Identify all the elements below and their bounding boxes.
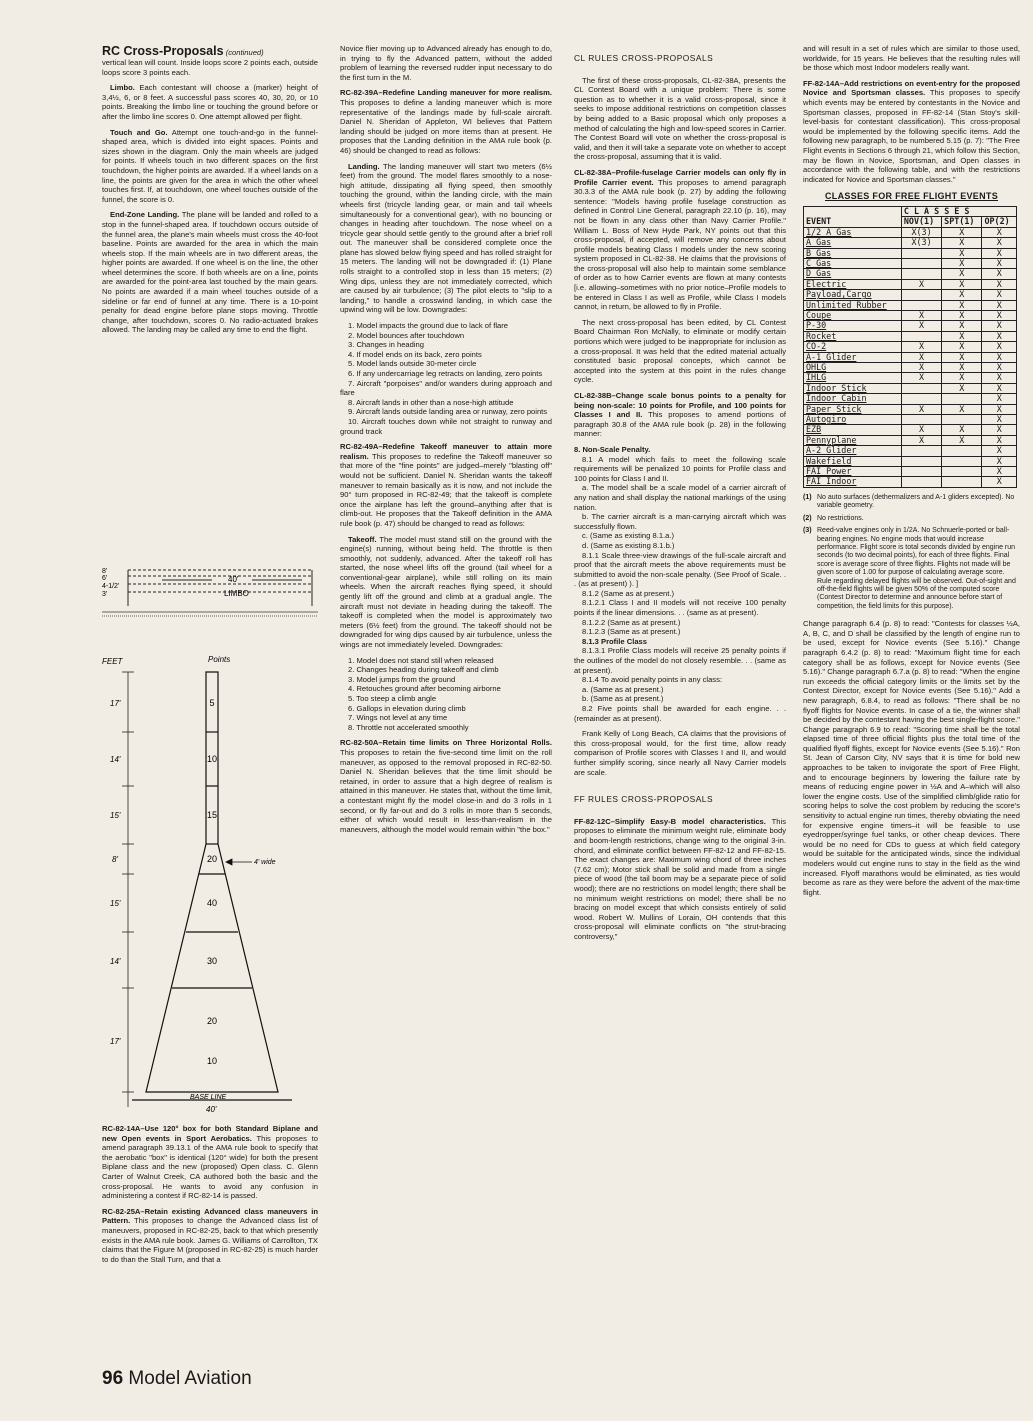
col2-continued: Novice flier moving up to Advanced already has enough to do, in trying to fly the Advanced pattern, without the added problem of learning the reversed rudder input necessary to do the first turn in the M. (340, 44, 552, 82)
list-item: 2. Changes heading during takeoff and climb (348, 665, 499, 675)
dim-17-bot: 17' (110, 1037, 121, 1046)
op-cell: X (982, 342, 1017, 352)
op-cell: X (982, 279, 1017, 289)
table-row (804, 238, 1017, 248)
event-cell: Coupe (804, 310, 902, 320)
touch-go-heading: Touch and Go. (110, 127, 168, 137)
nov-cell (901, 467, 941, 477)
event-cell: OHLG (804, 363, 902, 373)
list-item: b. (Same as at present.) (582, 694, 664, 704)
dim-15-top: 15' (110, 811, 121, 820)
note-number: (1) (803, 493, 812, 501)
op-cell: X (982, 456, 1017, 466)
op-cell: X (982, 415, 1017, 425)
table-row (804, 373, 1017, 383)
note-3 (803, 527, 1020, 611)
event-cell: A-1 Glider (804, 352, 902, 362)
nov-cell (901, 383, 941, 393)
limbo-diagram (102, 562, 318, 642)
rc49a-text: This proposes to redefine the Takeoff maneuver so that more of the "fine points" are judged–merely "blasting off" would not be sufficient. Daniel N. Sheridan wants the takeoff maneuver to remain basically as it is now, and not include the 90° turn proposed in RC-82-49; that the takeoff is complete once the airplane has left the ground–anything after that is climb-out. He proposes that the Takeoff definition in the AMA rule book (p. 47) should be changed to read as follows: (340, 451, 552, 528)
nonscale-list (574, 455, 786, 724)
table-row (804, 394, 1017, 404)
nov-cell (901, 300, 941, 310)
op-cell: X (982, 446, 1017, 456)
nov-cell (901, 446, 941, 456)
nov-cell (901, 477, 941, 487)
list-item: 6. If any undercarriage leg retracts on landing, zero points (348, 369, 543, 378)
spt-cell (942, 415, 982, 425)
wide-label: 4' wide (254, 859, 276, 866)
list-item: 10. Aircraft touches down while not straight to runway and ground track (340, 416, 552, 436)
nov-cell (901, 258, 941, 268)
landing-downgrades-list (340, 321, 552, 436)
note-number: (3) (803, 527, 812, 535)
ff-section-heading: FF RULES CROSS-PROPOSALS (574, 794, 714, 805)
column-2 (340, 44, 552, 840)
landing-heading: Landing. (348, 161, 380, 171)
spt-cell: X (942, 269, 982, 279)
op-cell: X (982, 425, 1017, 435)
classes-table (803, 206, 1017, 488)
limbo-text: Each contestant will choose a (marker) height of 3,4½, 6, or 8 feet. A successful pass scores 40, 30, 20, or 10 points. Breaking the limbo line or touching the ground before or after the limbo line scores 0. One attempt allowed per flight. (102, 83, 318, 121)
event-cell: P-30 (804, 321, 902, 331)
points-20-bot: 20 (206, 1016, 218, 1026)
spt-cell: X (942, 425, 982, 435)
list-item: 8.1.3 Profile Class (582, 636, 648, 646)
spt-cell (942, 467, 982, 477)
dim-15-bot: 15' (110, 899, 121, 908)
column-3 (574, 44, 786, 947)
table-row (804, 383, 1017, 393)
rc25a-paragraph (102, 1207, 318, 1265)
list-item: 4. Retouches ground after becoming airborne (348, 684, 501, 694)
nov-cell: X (901, 321, 941, 331)
points-40: 40 (206, 898, 218, 908)
event-cell: A Gas (804, 238, 902, 248)
op-cell: X (982, 352, 1017, 362)
dim-14-bot: 14' (110, 957, 121, 966)
dim-14-top: 14' (110, 755, 121, 764)
spt-cell (942, 477, 982, 487)
event-cell: CO-2 (804, 342, 902, 352)
takeoff-downgrades-list (340, 656, 552, 733)
event-cell: EZB (804, 425, 902, 435)
spt-cell: X (942, 363, 982, 373)
rc50a-heading: RC-82-50A–Retain time limits on Three Horizontal Rolls. (340, 738, 552, 748)
op-cell: X (982, 269, 1017, 279)
op-cell: X (982, 238, 1017, 248)
cl38a-text: This proposes to amend paragraph 30.3.3 of the AMA rule book (p. 27) by adding the following sentence: "Models having profile fuselage construction as defined in Control Line General, paragraph 22.10 (p. 16), may not be flown in any class other than Navy Carrier Profile." William L. Boss of New Hyde Park, NY points out that this cross-proposal, if accepted, will remove any concerns about profile models beating Class I models under the new scoring system proposed in CL-82-38. He claims that the provisions of the cross-proposal will also help to maintain some semblance of order as to how Carrier events are flown at many contests [i.e. allowing–sometimes with no prior notice–Profile models to be entered in Class I as well as Profile, while Class I models cannot, in return, be allowed to fly in Profile. (574, 177, 786, 312)
points-10-bot: 10 (206, 1056, 218, 1066)
event-cell: Paper Stick (804, 404, 902, 414)
limbo-label: LIMBO (224, 589, 249, 598)
ff14a-text: This proposes to specify which events may be entered by contestants in the Novice and Sportsman classes, proposed in FF-82-14 (Stan Stoy's skill-level-basis for contestant classification). This cross-proposal would be implemented by the following specific items. Add the following new paragraph, to be numbered 5.15 (p. 7): "The Free Flight events in Sections 6 through 21, which follow this Section, may be flown in Novice, Sportsman, and Open classes in accordance with the following table, and with the restrictions indicated for Novice and Sportsman classes." (803, 88, 1020, 184)
rc39a-text: This proposes to define a landing maneuver which is more representative of the landings made by full-scale aircraft. Daniel N. Sheridan of Appleton, WI believes that Pattern landing should be judged on more items than at present. He proposes that the Landing definition in the AMA rule book (p. 46) should be changed to read as follows: (340, 97, 552, 155)
cl-section-heading: CL RULES CROSS-PROPOSALS (574, 53, 714, 63)
dim-8: 8' (112, 855, 118, 864)
ff14a-heading: FF-82-14A–Add restrictions on event-entry for the proposed Novice and Sportsman classes. (803, 78, 1020, 98)
nov-cell (901, 456, 941, 466)
ff14a-paragraph (803, 79, 1020, 185)
op-cell: X (982, 373, 1017, 383)
note-number: (2) (803, 514, 812, 522)
rc14a-heading: RC-82-14A–Use 120° box for both Standard Biplane and new Open events in Sport Aerobatics. (102, 1124, 318, 1143)
note-text: No auto surfaces (dethermalizers and A-1 gliders excepted). No variable geometry. (817, 493, 1015, 510)
points-10-top: 10 (206, 754, 218, 764)
event-cell: FAI Indoor (804, 477, 902, 487)
event-cell: B Gas (804, 248, 902, 258)
event-cell: FAI Power (804, 467, 902, 477)
rc39a-paragraph (340, 88, 552, 155)
op-cell: X (982, 331, 1017, 341)
table-header-row (804, 206, 1017, 216)
list-item: 9. Aircraft lands outside landing area or runway, zero points (348, 407, 548, 417)
list-item: 4. If model ends on its back, zero points (348, 349, 482, 359)
op-cell: X (982, 258, 1017, 268)
nov-cell: X(3) (901, 227, 941, 237)
nov-cell: X(3) (901, 238, 941, 248)
points-20-top: 20 (206, 854, 218, 864)
list-item: d. (Same as existing 8.1.b.) (582, 540, 675, 550)
note-text: Reed-valve engines only in 1/2A. No Schnuerle-ported or ball-bearing engines. No engine mods that would increase performance. Flight score is total seconds divided by engine run seconds (to two decimal points), for each of three flights. Final score is average score of three flights. Flights not made will be given score of 1.00 for purpose of calculating average score. Rule regarding delayed flights will be observed. Out-of-sight and off-the-field flights will be given 50% of the computed score (Contest Director to determine and announce before start of competition, the field limits for this purpose). (817, 527, 1016, 610)
spt-cell: X (942, 279, 982, 289)
nov-cell: X (901, 373, 941, 383)
event-cell: Electric (804, 279, 902, 289)
nov-cell: X (901, 425, 941, 435)
limbo-width-label: 40' (228, 575, 239, 584)
table-notes (803, 494, 1020, 611)
table-row (804, 477, 1017, 487)
table-row (804, 352, 1017, 362)
table-row (804, 404, 1017, 414)
table-row (804, 456, 1017, 466)
page-footer (102, 1368, 252, 1390)
event-cell: Indoor Cabin (804, 394, 902, 404)
cl38a-paragraph (574, 168, 786, 312)
table-row (804, 279, 1017, 289)
spt-cell: X (942, 435, 982, 445)
spt-cell: X (942, 373, 982, 383)
op-cell: X (982, 467, 1017, 477)
article-title: RC Cross-Proposals (102, 44, 224, 58)
table-row (804, 446, 1017, 456)
list-item: a. (Same as at present.) (582, 684, 664, 694)
touch-go-paragraph (102, 128, 318, 205)
spt-cell: X (942, 310, 982, 320)
list-item: 6. Gallops in elevation during climb (348, 703, 466, 713)
rc49a-heading: RC-82-49A–Redefine Takeoff maneuver to attain more realism. (340, 442, 552, 461)
base-width-label: 40' (206, 1105, 217, 1114)
nov-cell (901, 415, 941, 425)
note-text: No restrictions. (817, 514, 864, 522)
op-column-header: OP(2) (982, 217, 1017, 227)
table-row (804, 310, 1017, 320)
spt-cell: X (942, 383, 982, 393)
title-continued: (continued) (225, 48, 264, 57)
list-item: 7. Aircraft "porpoises" and/or wanders during approach and flare (340, 378, 552, 398)
note-1 (803, 494, 1020, 511)
landing-paragraph (340, 162, 552, 316)
limbo-height-8: 8' (102, 568, 108, 575)
op-cell: X (982, 290, 1017, 300)
list-item: 8.2 Five points shall be awarded for each engine. . . (remainder as at present). (574, 704, 786, 723)
spt-cell: X (942, 290, 982, 300)
list-item: 8. Throttle not accelerated smoothly (348, 722, 469, 732)
op-cell: X (982, 394, 1017, 404)
classes-group-header: C L A S S E S (901, 206, 1016, 216)
list-item: 8.1.2.2 (Same as at present.) (582, 617, 681, 627)
table-row (804, 300, 1017, 310)
page-number: 96 (102, 1368, 124, 1389)
table-row (804, 467, 1017, 477)
cl38a-heading: CL-82-38A–Profile-fuselage Carrier models can only fly in Profile Carrier event. (574, 167, 786, 187)
op-cell: X (982, 383, 1017, 393)
op-cell: X (982, 404, 1017, 414)
list-item: b. The carrier aircraft is a man-carrying aircraft which was successfully flown. (574, 512, 786, 531)
list-item: 8.1.1 Scale three-view drawings of the full-scale aircraft and proof that the aircraft meets the above requirements must be submitted to avoid the non-scale penalty. (See Proof of Scale. . . (as at present) ). ] (574, 550, 786, 589)
op-cell: X (982, 435, 1017, 445)
spt-cell: X (942, 300, 982, 310)
list-item: 8. Aircraft lands in other than a nose-high attitude (348, 397, 514, 407)
op-cell: X (982, 310, 1017, 320)
spt-cell: X (942, 248, 982, 258)
nov-cell: X (901, 435, 941, 445)
table-row (804, 321, 1017, 331)
spt-cell: X (942, 321, 982, 331)
classes-table-body (804, 227, 1017, 487)
list-item: a. The model shall be a scale model of a carrier aircraft of any nation and shall display the national markings of the using nation. (574, 483, 786, 512)
spt-cell (942, 456, 982, 466)
list-item: 8.1.2.1 Class I and II models will not receive 100 penalty points if the linear dimensions. . . (same as at present). (574, 598, 786, 618)
spt-cell: X (942, 342, 982, 352)
points-15: 15 (206, 810, 218, 820)
list-item: 5. Too steep a climb angle (348, 694, 437, 703)
end-zone-paragraph (102, 210, 318, 335)
list-item: 8.1 A model which fails to meet the following scale requirements will be penalized 10 points for Profile class and 100 points for Class I and II. (574, 454, 786, 483)
spt-cell: X (942, 404, 982, 414)
magazine-name: Model Aviation (128, 1368, 252, 1389)
table-row (804, 363, 1017, 373)
nov-cell (901, 331, 941, 341)
op-cell: X (982, 363, 1017, 373)
ff12c-paragraph (574, 817, 786, 942)
touch-go-text: Attempt one touch-and-go in the funnel-shaped area, which is divided into eight spaces. Points and sizes shown in the diagram. Only the main wheels are judged for points. If wheels touch in two different spaces on the first touchdown, the higher points are awarded. If a wheel lands on a line, the points are given for the area in which the other wheel touches first. If, at touchdown, one wheel touches outside of the funnel, the score is 0. (102, 127, 318, 204)
list-item: 1. Model impacts the ground due to lack of flare (348, 321, 508, 331)
limbo-height-3: 3' (102, 591, 108, 598)
table-row (804, 258, 1017, 268)
base-line-label: BASE LINE (190, 1094, 227, 1101)
cl38b-paragraph (574, 391, 786, 439)
spt-cell: X (942, 352, 982, 362)
nov-column-header: NOV(1) (901, 217, 941, 227)
event-cell: 1/2 A Gas (804, 227, 902, 237)
nov-cell (901, 269, 941, 279)
cl-next: The next cross-proposal has been edited, by CL Contest Board Chairman Ron McNally, to eliminate or modify certain portions which were judged to be inappropriate for inclusion as a cross-proposal. It was held that the edited material actually constituted basic proposal concepts, which cannot be accepted into the system at this point in the rules change cycle. (574, 317, 786, 385)
note-2 (803, 515, 1020, 523)
event-cell: Indoor Stick (804, 383, 902, 393)
rc14a-text: This proposes to amend paragraph 39.13.1 of the AMA rule book to specify that the aerobatic "box" is identical (120° wide) for both the present Biplane class and the new (proposed) Open class. C. Glenn Carter of Walnut Creek, CA authored both the basic and the cross-proposal. He wants to avoid any confusion in administering a contest if RC-82-14 is passed. (102, 1133, 318, 1201)
event-cell: Wakefield (804, 456, 902, 466)
funnel-diagram (102, 652, 318, 1120)
spt-cell (942, 446, 982, 456)
rc50a-text: This proposes to retain the five-second time limit on the roll maneuver, as opposed to the removal proposed in RC-82-50. Daniel N. Sheridan believes that the time limit should be retained, in order to assure that a high degree of realism is attained in this maneuver. He states that, without the time limit, a contestant might fly the model close-in and do 3 rolls in 1 second, or fly far-out and do 3 rolls in more than 5 seconds, either of which would result in less-than-realism in the maneuvers, although the model would remain within "the box." (340, 747, 552, 834)
event-cell: Payload,Cargo (804, 290, 902, 300)
nov-cell: X (901, 279, 941, 289)
table-row (804, 290, 1017, 300)
op-cell: X (982, 321, 1017, 331)
limbo-paragraph (102, 83, 318, 121)
event-cell: A-2 Glider (804, 446, 902, 456)
spt-cell: X (942, 227, 982, 237)
nov-cell: X (901, 310, 941, 320)
nonscale-heading: 8. Non-Scale Penalty. (574, 444, 651, 454)
nov-cell: X (901, 404, 941, 414)
list-item: c. (Same as existing 8.1.a.) (582, 531, 675, 541)
table-row (804, 227, 1017, 237)
list-item: 5. Model lands outside 30-meter circle (348, 359, 477, 369)
intro-paragraph: vertical lean will count. Inside loops score 2 points each, outside loops score 3 points each. (102, 58, 318, 77)
table-row (804, 415, 1017, 425)
cl38b-heading: CL-82-38B–Change scale bonus points to a penalty for being non-scale: 10 points for Profile, and 100 points for Classes I and II. (574, 391, 786, 420)
event-cell: Unlimited Rubber (804, 300, 902, 310)
rc50a-paragraph (340, 738, 552, 834)
limbo-height-45: 4-1/2' (102, 583, 120, 590)
op-cell: X (982, 227, 1017, 237)
rc49a-paragraph (340, 442, 552, 528)
landing-text: The landing maneuver will start two meters (6½ feet) from the ground. The model flares smoothly to a nose-high attitude, dissipating all flying speed, then smoothly touching the ground, within the landing circle, with the main wheels first (tricycle landing gear, or main and tail wheels simultaneously for a conventional gear), with no bouncing or changes in heading after touchdown. The nose wheel on a tricycle gear should settle gently to the ground after a brief roll out. The maneuver shall be considered complete once the plane has slowed below flying speed and has rolled straight for 15 meters. The landing will not be downgraded if: (1) Plane rolls straight to a controlled stop in less than 15 meters; (2) Wing dips, unless they are not immediately corrected, which are caused by air turbulence; (3) The pilot elects to "slip to a landing," to handle a crosswind landing, in which case the upwind wing will be low. Downgrades: (340, 161, 552, 315)
op-cell: X (982, 248, 1017, 258)
list-item: 3. Changes in heading (348, 340, 424, 350)
rc25a-text: This proposes to change the Advanced class list of maneuvers, proposed in RC-82-25, back to that which presently exists in the AMA rule book. James G. Williams of Carrollton, TX claims that the Figure M (proposed in RC-82-25) is much harder to do than the Stall Turn, and that a (102, 1216, 318, 1264)
rc39a-heading: RC-82-39A–Redefine Landing maneuver for more realism. (340, 88, 552, 98)
cl-frank-paragraph: Frank Kelly of Long Beach, CA claims that the provisions of this cross-proposal would, for the first time, allow ready comparison of Profile scores with Classes I and II, and would further simplify scoring, since nearly all Navy Carrier models are scale. (574, 729, 786, 777)
list-item: 8.1.4 To avoid penalty points in any class: (582, 675, 723, 685)
event-cell: Autogiro (804, 415, 902, 425)
list-item: 8.1.2 (Same as at present.) (582, 588, 675, 598)
event-cell: C Gas (804, 258, 902, 268)
list-item: 8.1.3.1 Profile Class models will receive 25 penalty points if the outlines of the model do not closely resemble. . . (same as at present). (574, 646, 786, 675)
event-cell: Rocket (804, 331, 902, 341)
rc14a-paragraph (102, 1124, 318, 1201)
nov-cell (901, 394, 941, 404)
spt-cell: X (942, 238, 982, 248)
dim-17-top: 17' (110, 699, 121, 708)
list-item: 2. Model bounces after touchdown (348, 330, 465, 340)
ff12c-text: This proposes to eliminate the minimum weight rule, eliminate body and boom-length restrictions, change wing to the original 3-in. chord, and eliminate conflict between FF-82-12 and FF-82-15. The exact changes are: Maximum wing chord of three inches (7.62 cm); Motor stick shall be solid and made from a single piece of wood (the tail boom may be a separate piece of solid wood); there are no restrictions on model length; there shall be no minimum weight restrictions on model; there shall be no bracing on model except that which consists entirely of solid wood. Robert W. Mullins of Lorain, OH contends that this cross-proposal will eliminate conflicts on "the strut-bracing controversy," (574, 816, 786, 941)
spt-cell: X (942, 258, 982, 268)
list-item: 8.1.2.3 (Same as at present.) (582, 627, 681, 637)
ff12c-heading: FF-82-12C–Simplify Easy-B model characteristics. (574, 816, 766, 826)
points-label: Points (208, 655, 231, 664)
col4-continued: and will result in a set of rules which are similar to those used, worldwide, for 15 years. He believes that the resulting rules will be those which most Indoor modelers really want. (803, 44, 1020, 73)
rc25a-heading: RC-82-25A–Retain existing Advanced class maneuvers in Pattern. (102, 1206, 318, 1226)
table-row (804, 435, 1017, 445)
nov-cell: X (901, 363, 941, 373)
table-row (804, 342, 1017, 352)
limbo-height-6: 6' (102, 575, 108, 582)
event-cell: IHLG (804, 373, 902, 383)
table-row (804, 425, 1017, 435)
spt-cell (942, 394, 982, 404)
points-30: 30 (206, 956, 218, 966)
op-cell: X (982, 300, 1017, 310)
spt-column-header: SPT(1) (942, 217, 982, 227)
nov-cell (901, 248, 941, 258)
column-1 (102, 44, 318, 341)
takeoff-heading: Takeoff. (348, 534, 377, 544)
nov-cell (901, 290, 941, 300)
end-zone-text: The plane will be landed and rolled to a stop in the funnel-shaped area. If touchdown occurs outside of the funnel area, the plane's main wheels must cross the 40-foot baseline. Points are awarded for the area in which the main wheels stop. If the main wheels are in two different areas, the higher points are awarded. If one wheel is on the line, the other wheel determines the score. If both wheels are on a line, points are awarded for the point-area last touched by the main gears. No points are awarded if a main wheel touches outside of a sideline or far end of funnel at any time. There is a 10-point penalty for dead engine before plane stops moving. Throttle change, after touchdown, scores 0. No radio-actuated brakes allowed. The landing may be called any time to end the flight. (102, 210, 318, 335)
spt-cell: X (942, 331, 982, 341)
classes-table-title: CLASSES FOR FREE FLIGHT EVENTS (824, 191, 998, 202)
nov-cell: X (901, 352, 941, 362)
cl38b-text: This proposes to amend portions of paragraph 30.8 of the AMA rule book (p. 28) in the following manner: (574, 410, 786, 439)
event-cell: Pennyplane (804, 435, 902, 445)
cl-intro: The first of these cross-proposals, CL-82-38A, presents the CL Contest Board with a unique problem: There is some question as to whether it is a valid cross-proposal, since it seeks to impose additional restrictions on competition classes by being added to a Basic proposal which only proposes a method of calculating the high and low-speed scores in Carrier. The Contest Board will vote on whether the cross-proposal is valid, and then it will take a separate vote on whether to accept the cross-proposal, assuming that it is valid. (574, 75, 786, 162)
event-cell: D Gas (804, 269, 902, 279)
column-4 (803, 44, 1020, 903)
list-item: 3. Model jumps from the ground (348, 674, 456, 684)
table-row (804, 331, 1017, 341)
end-zone-heading: End-Zone Landing. (110, 210, 180, 220)
limbo-heading: Limbo. (110, 83, 135, 93)
op-cell: X (982, 477, 1017, 487)
list-item: 7. Wings not level at any time (348, 713, 448, 723)
list-item: 1. Model does not stand still when released (348, 655, 494, 665)
takeoff-text: The model must stand still on the ground with the engine(s) running, without being held. The throttle is then smoothly, not suddenly, advanced. After the takeoff roll has started, the nose wheel lifts off the ground (tail wheel for a conventional-gear airplane), while still rolling on its main wheels. When the aircraft reaches flying speed, it should gently lift off the ground and climb at a gradual angle. The aircraft must not deviate in heading during the takeoff. The takeoff is completed when the model is approximately two meters (6½ feet) from the ground. The takeoff should not be downgraded for wing dips caused by air turbulence, unless the wings are not immediately leveled. Downgrades: (340, 534, 552, 650)
table-row (804, 269, 1017, 279)
event-column-header: EVENT (804, 206, 902, 227)
change-paragraph: Change paragraph 6.4 (p. 8) to read: "Contests for classes ½A, A, B, C, and D shall be classified by the length of engine run to be used, except for Novice events (See 5.16)." Change paragraph 6.4.2 (p. 8) to read: "Maximum flight time for each category shall be as follows, except for Novice events (See 5.16)." Change paragraph 6.7.a (p. 8) to read: "When the engine run exceeds the official category limits or the limits set by the Contest Director, except for Novice events (See 5.16)." Add a new paragraph, 6.8.4, to read as follows: "There shall be no flyoff flights for Novice events. In case of a tie, the winner shall be decided by the contestant having the best single-flight score." Change paragraph 6.9 to read: "Scoring time shall be the total elapsed time of three official flights plus the total time of the qualified flyoff flights, except for Novice events (See 5.16)." Ron St. Jean of Carson City, NV says that it is time for bold new approaches to be taken to invigorate the sport of Free Flight, and to encourage beginners by lowering the failure rate by means of reducing engine power in ½A and A–which will also lower the engine costs. Use of the simplified climb/glide ratio for scoring helps to solve the cost problem by reducing the score's sensitivity to actual engine run times, thereby obviating the need for expensive engine timers–it will be feasible to use eyedropper/syringe fuel tanks, or other cheap devices. There would be no need for CDs to guess at which field category would be suitable for the anticipated winds, since the individual modelers would cut engine runs to stay in the field as the wind increased. Flyoff marathons would be eliminated, as ties would become as rare as they were before the advent of the max-time flight. (803, 619, 1020, 897)
nov-cell: X (901, 342, 941, 352)
points-5: 5 (209, 698, 215, 708)
feet-label: FEET (102, 657, 123, 666)
table-row (804, 248, 1017, 258)
column-1-bottom (102, 1124, 318, 1270)
takeoff-paragraph (340, 535, 552, 650)
